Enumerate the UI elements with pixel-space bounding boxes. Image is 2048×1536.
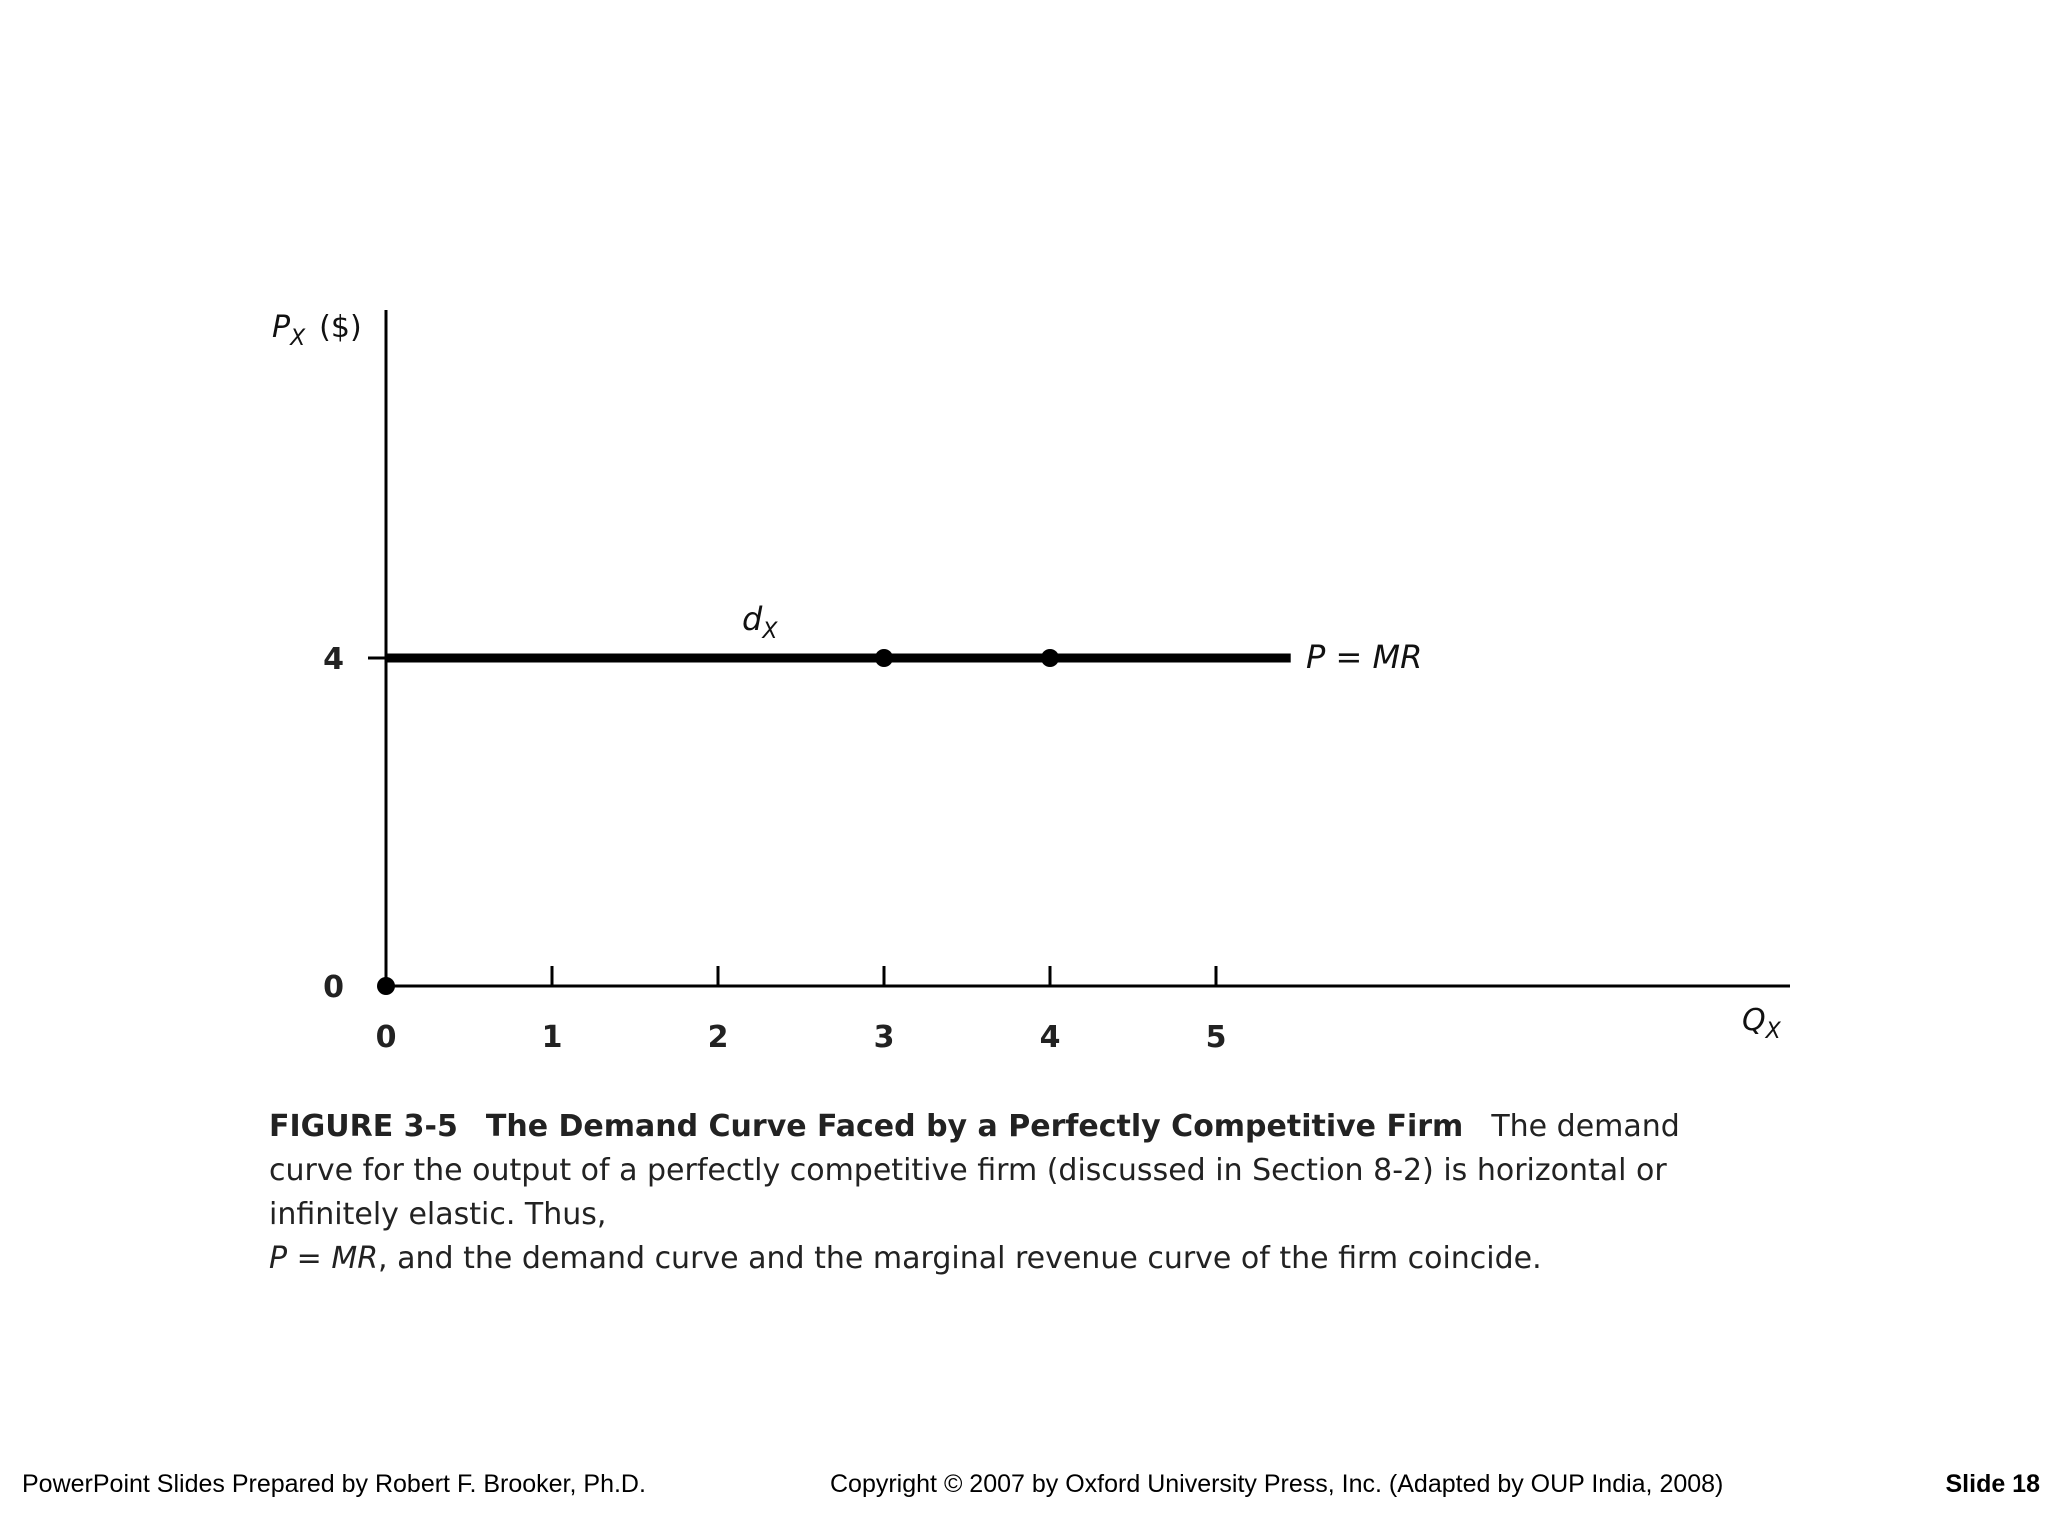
x-tick-label: 0	[375, 1020, 397, 1055]
y-axis-label	[272, 310, 362, 351]
caption-text-1: The demand curve for the output of a perfectly competitive firm (discussed in Section 8-2) is horizontal or infinitely elastic. Thus,	[269, 1109, 1680, 1232]
y-tick-label: 0	[323, 970, 344, 1005]
caption-mr: MR	[331, 1241, 379, 1276]
series-label-dx	[742, 600, 778, 644]
data-point	[875, 649, 893, 667]
data-point	[377, 977, 395, 995]
figure-title: The Demand Curve Faced by a Perfectly Competitive Firm	[485, 1109, 1464, 1144]
y-tick-label: 4	[323, 642, 344, 677]
x-axis-label	[1742, 1003, 1782, 1044]
x-axis-label-main: Q	[1742, 1003, 1766, 1038]
y-axis-label-sub: X	[290, 326, 306, 351]
footer-copyright: Copyright © 2007 by Oxford University Press, Inc. (Adapted by OUP India, 2008)	[830, 1470, 1724, 1498]
annotation-p-equals-mr: P = MR	[1306, 638, 1423, 676]
x-tick-label: 3	[873, 1020, 895, 1055]
caption-eq: =	[287, 1241, 332, 1276]
x-axis-label-sub: X	[1765, 1019, 1781, 1044]
series-label-sub: X	[762, 619, 778, 644]
caption-text-2: , and the demand curve and the marginal revenue curve of the firm coincide.	[378, 1241, 1542, 1276]
figure-number: FIGURE 3-5	[269, 1109, 458, 1144]
x-tick-label: 5	[1205, 1020, 1227, 1055]
x-tick-label: 1	[541, 1020, 563, 1055]
series-label-main: d	[742, 600, 763, 638]
y-axis-label-main: P	[272, 310, 291, 345]
x-tick-label: 2	[707, 1020, 729, 1055]
y-axis-label-unit: ($)	[319, 310, 362, 345]
data-point	[1041, 649, 1059, 667]
caption-p: P	[269, 1241, 288, 1276]
x-tick-label: 4	[1039, 1020, 1061, 1055]
footer-author: PowerPoint Slides Prepared by Robert F. Brooker, Ph.D.	[22, 1470, 646, 1498]
footer-slide-number: Slide 18	[1945, 1470, 2040, 1498]
figure-caption	[269, 1105, 1769, 1281]
